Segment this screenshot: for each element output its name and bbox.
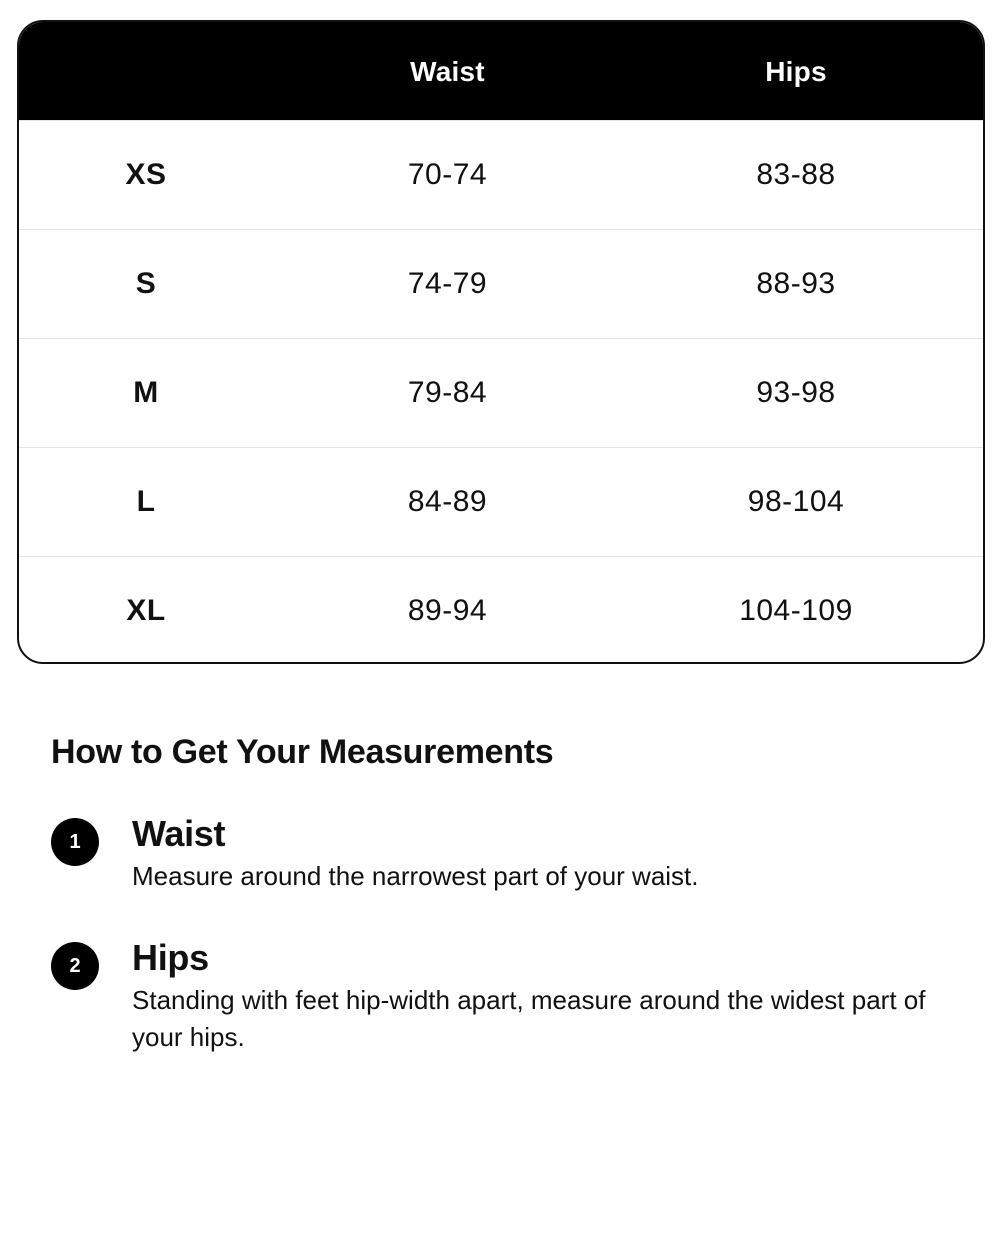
table-row: [19, 338, 983, 447]
waist-cell: 84-89: [407, 485, 488, 518]
step-description: Measure around the narrowest part of your waist.: [132, 861, 699, 891]
header-waist: Waist: [410, 56, 485, 87]
hips-cell: 83-88: [756, 158, 836, 191]
header-hips: Hips: [765, 56, 827, 87]
waist-cell: 70-74: [407, 158, 488, 191]
size-cell: XS: [125, 158, 167, 191]
step-title: Hips: [132, 937, 209, 978]
size-chart-table: [17, 20, 985, 664]
hips-cell: 104-109: [739, 594, 853, 627]
table-row: [19, 556, 983, 664]
hips-cell: 93-98: [756, 376, 836, 409]
hips-cell: 98-104: [747, 485, 845, 518]
waist-cell: 79-84: [407, 376, 488, 409]
step-number-badge: 2: [51, 942, 99, 990]
size-cell: M: [133, 376, 159, 409]
size-cell: S: [135, 267, 157, 300]
waist-cell: 74-79: [407, 267, 488, 300]
header-size: [19, 70, 273, 72]
step-number-badge: 1: [51, 818, 99, 866]
table-row: [19, 447, 983, 556]
step-title: Waist: [132, 813, 226, 854]
measurement-guide: [51, 730, 971, 1052]
size-cell: L: [136, 485, 156, 518]
table-row: [19, 229, 983, 338]
size-cell: XL: [126, 594, 166, 627]
table-header: [19, 22, 983, 120]
step-description: Standing with feet hip-width apart, measure around the widest part of your hips.: [132, 985, 926, 1052]
hips-cell: 88-93: [756, 267, 836, 300]
waist-cell: 89-94: [407, 594, 488, 627]
guide-title: How to Get Your Measurements: [51, 733, 554, 771]
table-row: [19, 120, 983, 229]
